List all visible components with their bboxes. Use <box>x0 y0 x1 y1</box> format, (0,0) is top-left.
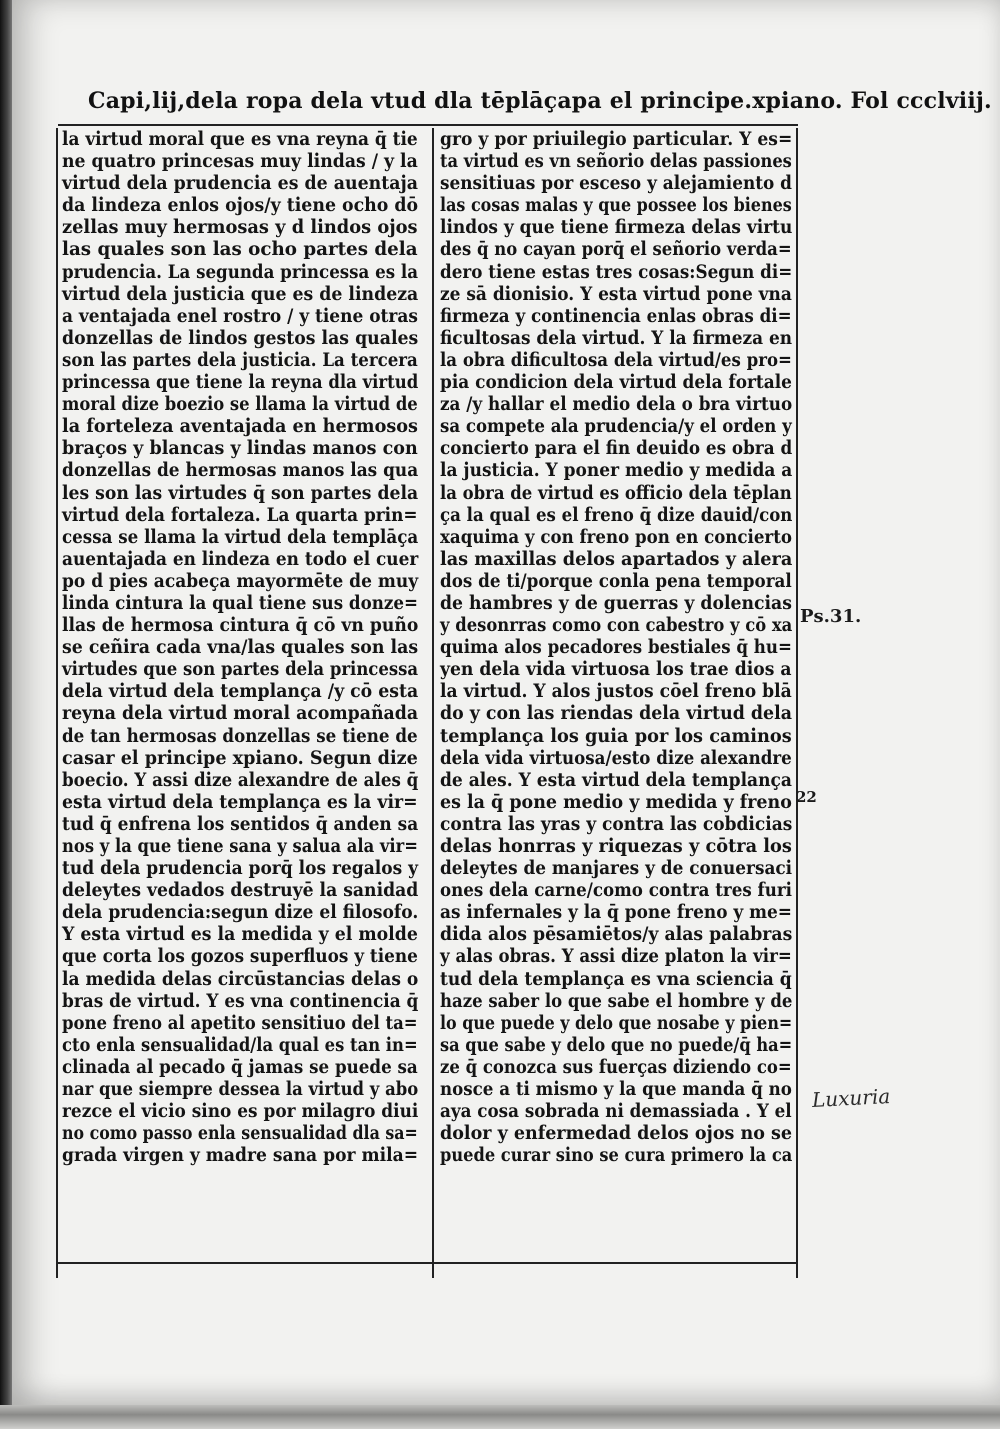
text-line: donzellas de hermosas manos las qua <box>62 459 419 482</box>
text-line: son las partes dela justicia. La tercera <box>62 348 418 371</box>
text-line: des q̄ no cayan porq̄ el señorio verda= <box>440 238 792 261</box>
text-line: deleytes vedados destruyē la sanidad <box>62 879 419 902</box>
text-line: la virtud moral que es vna reyna q̄ tie <box>62 128 418 150</box>
text-line: ze sā dionisio. Y esta virtud pone vna <box>440 282 792 305</box>
text-line: ça la qual es el freno q̄ dize dauid/con <box>440 503 793 526</box>
margin-note-luxuria: Luxuria <box>811 1083 891 1113</box>
text-line: reyna dela virtud moral acompañada <box>62 702 419 725</box>
text-line: clinada al pecado q̄ jamas se puede sa <box>62 1055 418 1078</box>
text-line: auentajada en lindeza en todo el cuer <box>62 547 419 570</box>
text-line: puede curar sino se cura primero la ca <box>440 1144 793 1167</box>
text-line: y alas obras. Y assi dize platon la vir= <box>440 945 792 968</box>
text-line: de ales. Y esta virtud dela templança <box>440 768 792 791</box>
text-line: tud dela templança es vna sciencia q̄ <box>440 967 792 990</box>
text-line: la forteleza aventajada en hermosos <box>62 415 418 438</box>
text-line: xaquima y con freno pon en concierto <box>440 525 792 548</box>
text-line: las maxillas delos apartados y alera <box>440 547 793 570</box>
text-line: de tan hermosas donzellas se tiene de <box>62 724 418 747</box>
text-line: dos de ti/porque conla pena temporal <box>440 569 792 592</box>
text-line: princessa que tiene la reyna dla virtud <box>62 371 419 394</box>
text-line: moral dize boezio se llama la virtud de <box>62 393 418 416</box>
text-line: nosce a ti mismo y la que manda q̄ no <box>440 1078 792 1101</box>
margin-note-number: 22 <box>796 788 817 806</box>
text-line: rezce el vicio sino es por milagro diui <box>62 1100 419 1123</box>
text-line: sa que sabe y delo que no puede/q̄ ha= <box>440 1033 793 1056</box>
text-line: braços y blancas y lindas manos con <box>62 437 418 460</box>
text-line: virtudes que son partes dela princessa <box>62 658 419 681</box>
text-line: a ventajada enel rostro / y tiene otras <box>62 304 418 327</box>
text-line: dida alos pēsamiētos/y alas palabras <box>440 923 793 946</box>
text-line: zellas muy hermosas y d lindos ojos <box>62 216 418 239</box>
text-line: se ceñira cada vna/las quales son las <box>62 636 419 659</box>
text-line: llas de hermosa cintura q̄ cō vn puño <box>62 614 419 637</box>
running-head: Capi,lij,dela ropa dela vtud dla tēplāçapa el principe.xpiano. Fol ccclviij. <box>88 88 992 114</box>
text-line: dela vida virtuosa/esto dize alexandre <box>440 746 792 769</box>
text-line: la obra dificultosa dela virtud/es pro= <box>440 348 792 371</box>
text-line: les son las virtudes q̄ son partes dela <box>62 481 419 504</box>
right-text-column <box>432 128 798 1278</box>
text-line: virtud dela prudencia es de auentaja <box>62 172 418 195</box>
text-line: lindos y que tiene firmeza delas virtu <box>440 216 793 239</box>
text-line: contra las yras y contra las cobdicias <box>440 812 793 835</box>
text-line: da lindeza enlos ojos/y tiene ocho dō <box>62 194 419 217</box>
text-line: quima alos pecadores bestiales q̄ hu= <box>440 636 792 659</box>
text-line: las cosas malas y que possee los bienes <box>440 194 792 217</box>
text-line: virtud dela justicia que es de lindeza <box>62 282 419 305</box>
text-line: tud q̄ enfrena los sentidos q̄ anden sa <box>62 812 419 835</box>
text-line: cto enla sensualidad/la qual es tan in= <box>62 1033 418 1056</box>
text-line: no como passo enla sensualidad dla sa= <box>62 1122 418 1145</box>
text-line: donzellas de lindos gestos las quales <box>62 326 419 349</box>
text-line: delas honrras y riquezas y cōtra los <box>440 835 792 857</box>
text-line: po d pies acabeça mayormēte de muy <box>62 569 419 592</box>
text-line: templança los guia por los caminos <box>440 724 792 747</box>
bottom-rule <box>56 1262 796 1264</box>
text-line: firmeza y continencia enlas obras di= <box>440 304 792 327</box>
text-line: prudencia. La segunda princessa es la <box>62 260 419 283</box>
text-line: as infernales y la q̄ pone freno y me= <box>440 901 792 924</box>
text-line: do y con las riendas dela virtud dela <box>440 702 792 725</box>
page-bottom-edge <box>0 1405 1000 1429</box>
text-line: sensitiuas por esceso y alejamiento d <box>440 172 792 195</box>
text-line: yen dela vida virtuosa los trae dios a <box>440 658 792 681</box>
text-line: za /y hallar el medio dela o bra virtuo <box>440 393 793 416</box>
text-line: ta virtud es vn señorio delas passiones <box>440 150 792 173</box>
text-line: de hambres y de guerras y dolencias <box>440 591 792 614</box>
text-line: concierto para el fin deuido es obra d <box>440 437 793 460</box>
text-line: grada virgen y madre sana por mila= <box>62 1144 419 1167</box>
text-line: bras de virtud. Y es vna continencia q̄ <box>62 989 419 1012</box>
text-line: boecio. Y assi dize alexandre de ales q̄ <box>62 768 419 791</box>
margin-note-psalm: Ps.31. <box>800 606 862 627</box>
text-line: la medida delas circūstancias delas o <box>62 967 419 990</box>
text-line: dela prudencia:segun dize el filosofo. <box>62 901 419 924</box>
text-line: dela virtud dela templança /y cō esta <box>62 680 419 703</box>
left-text-column <box>56 128 418 1278</box>
text-line: aya cosa sobrada ni demassiada . Y el <box>440 1100 792 1123</box>
text-line: ne quatro princesas muy lindas / y la <box>62 150 418 173</box>
text-line: nos y la que tiene sana y salua ala vir= <box>62 835 419 857</box>
text-line: y desonrras como con cabestro y cō xa <box>440 614 793 637</box>
text-line: dero tiene estas tres cosas:Segun di= <box>440 260 793 283</box>
text-line: nar que siempre dessea la virtud y abo <box>62 1078 419 1101</box>
text-line: virtud dela fortaleza. La quarta prin= <box>62 503 418 526</box>
text-line: gro y por priuilegio particular. Y es= <box>440 128 793 150</box>
text-line: la virtud. Y alos justos cōel freno blā <box>440 680 792 703</box>
text-line: lo que puede y delo que nosabe y pien= <box>440 1011 793 1034</box>
text-line: linda cintura la qual tiene sus donze= <box>62 591 418 614</box>
text-line: Y esta virtud es la medida y el molde <box>62 923 418 946</box>
text-line: la justicia. Y poner medio y medida a <box>440 459 793 482</box>
text-line: pone freno al apetito sensitiuo del ta= <box>62 1011 418 1034</box>
text-line: casar el principe xpiano. Segun dize <box>62 746 418 769</box>
text-line: las quales son las ocho partes dela <box>62 238 418 261</box>
text-line: cessa se llama la virtud dela templāça <box>62 525 419 548</box>
text-line: esta virtud dela templança es la vir= <box>62 790 418 813</box>
page-gutter-edge <box>0 0 12 1429</box>
text-line: ze q̄ conozca sus fuerças diziendo co= <box>440 1055 792 1078</box>
text-line: ones dela carne/como contra tres furi <box>440 879 792 902</box>
text-line: deleytes de manjares y de conuersaci <box>440 857 793 880</box>
text-line: la obra de virtud es officio dela tēplan <box>440 481 792 504</box>
text-line: dolor y enfermedad delos ojos no se <box>440 1122 792 1145</box>
text-line: es la q̄ pone medio y medida y freno <box>440 790 792 813</box>
text-line: que corta los gozos superfluos y tiene <box>62 945 418 968</box>
text-line: tud dela prudencia porq̄ los regalos y <box>62 857 419 880</box>
text-line: ficultosas dela virtud. Y la firmeza en <box>440 326 793 349</box>
text-line: pia condicion dela virtud dela fortale <box>440 371 792 394</box>
text-line: sa compete ala prudencia/y el orden y <box>440 415 792 438</box>
text-line: haze saber lo que sabe el hombre y de <box>440 989 793 1012</box>
